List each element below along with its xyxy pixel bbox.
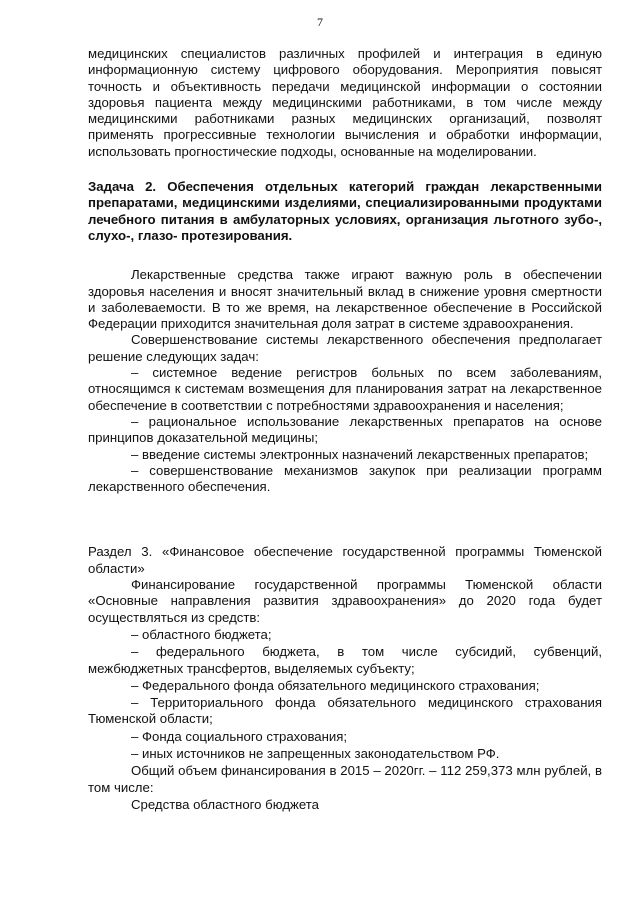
task-2-list-item: – совершенствование механизмов закупок при реализации программ лекарственного обеспечения. [88, 462, 602, 495]
section-3-paragraph-1: Финансирование государственной программы Тюменской области «Основные направления развития здравоохранения» до 2020 года будет осуществляться из средств: [88, 577, 602, 625]
funding-source-item: – Федерального фонда обязательного медицинского страхования; [131, 677, 540, 693]
task-2-heading: Задача 2. Обеспечения отдельных категорий граждан лекарственными препаратами, медицинскими изделиями, специализированными продуктами лечебного питания в амбулаторных условиях, организация льготного зубо-, слухо-, глазо- протезирования. [88, 179, 602, 243]
page-content [88, 46, 602, 813]
task-2-paragraph-1: Лекарственные средства также играют важную роль в обеспечении здоровья населения и вносят значительный вклад в снижение уровня смертности и заболеваемости. В то же время, на лекарственное обеспечение в Российской Федерации приходится значительная доля затрат в системе здравоохранения. [88, 267, 602, 332]
page-number: 7 [317, 15, 323, 29]
funding-source-item: – федерального бюджета, в том числе субсидий, субвенций, межбюджетных трансфертов, выделяемых субъекту; [88, 644, 602, 676]
funding-source-item: – Территориального фонда обязательного медицинского страхования Тюменской области; [88, 695, 602, 727]
task-2-paragraph-2: Совершенствование системы лекарственного обеспечения предполагает решение следующих задач: [88, 332, 602, 364]
funding-source-item: – областного бюджета; [131, 626, 272, 642]
task-2-list-item: – системное ведение регистров больных по всем заболеваниям, относящимся к системам возмещения для планирования затрат на лекарственное обеспечение в соответствии с потребностями здравоохранения и населения; [88, 365, 602, 413]
task-2-list-item: – рациональное использование лекарственных препаратов на основе принципов доказательной медицины; [88, 413, 602, 446]
section-3-heading: Раздел 3. «Финансовое обеспечение государственной программы Тюменской области» [88, 544, 602, 576]
total-financing: Общий объем финансирования в 2015 – 2020гг. – 112 259,373 млн рублей, в том числе: [88, 763, 602, 795]
regional-budget-line: Средства областного бюджета [131, 796, 319, 812]
funding-source-item: – иных источников не запрещенных законодательством РФ. [131, 745, 500, 761]
funding-source-item: – Фонда социального страхования; [131, 728, 348, 744]
task-2-list-item: – введение системы электронных назначений лекарственных препаратов; [131, 446, 589, 462]
intro-paragraph: медицинских специалистов различных профилей и интеграция в единую информационную систему цифрового оборудования. Мероприятия повысят точность и объективность передачи медицинской информации о состоянии здоровья пациента между медицинскими работниками, в том числе между медицинскими работниками разных медицинских организаций, позволят применять прогрессивные технологии вычисления и обработки информации, использовать прогностические подходы, основанные на моделировании. [88, 46, 602, 159]
